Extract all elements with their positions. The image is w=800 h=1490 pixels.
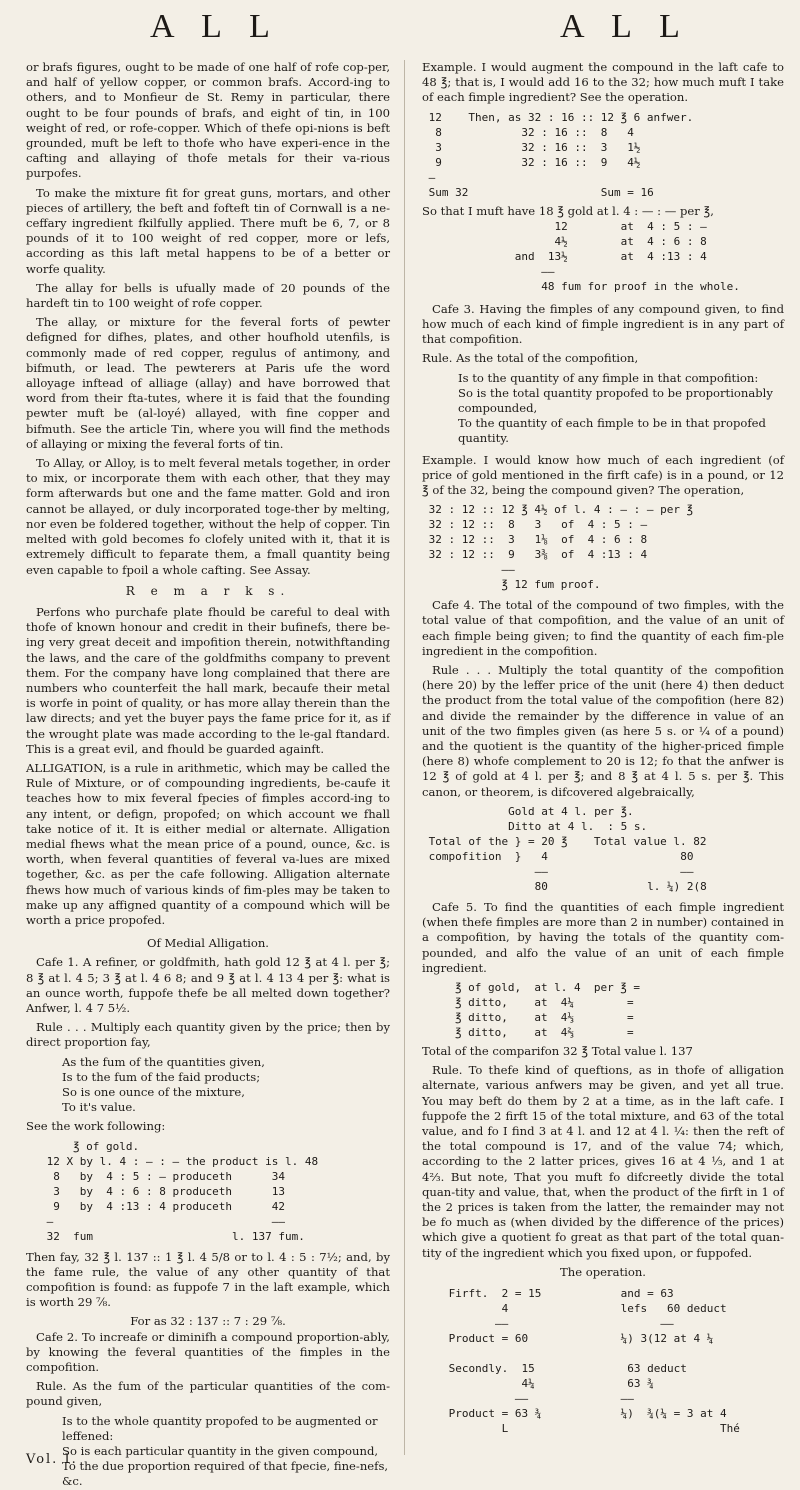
paragraph: The allay for bells is ufually made of 20 pounds of the hardeft tin to 100 weight of rofe copper. (26, 280, 390, 311)
volume-label: Vol. I. (26, 1452, 78, 1467)
example-1-table: 12 at 4 : 5 : — 4½ at 4 : 6 : 8 and 13½ at 4 :13 : 4 —— 48 fum for proof in the whole. (514, 219, 740, 293)
case-3: Cafe 3. Having the fimples of any compound given, to find how much of each kind of fimple ingredient is in any part of that compofition. (422, 301, 784, 347)
rule-line: To the due proportion required of that fpecie, fine-nefs, &c. (62, 1459, 389, 1489)
example-1-result: So that I muft have 18 ℥ gold at l. 4 : — : — per ℥, (422, 203, 714, 218)
example-5-work: ℥ of gold, at l. 4 per ℥ = ℥ ditto, at 4¼ = ℥ ditto, at 4⅓ = ℥ ditto, at 4⅔ = (455, 980, 641, 1039)
paragraph: The allay, or mixture for the feveral forts of pewter defigned for difhes, plates, and other houfhold utenfils, is commonly made of red copper, regulus of antimony, and bifmuth, or lead. The pewterers at Paris ufe the word alloyage inftead of alliage (allay) and have borrowed that word from their fta-tutes, where it is faid that the founding pewter muft be (al-loyé) allayed, with fine copper and bifmuth. See the article Tin, where you will find the methods of allaying or mixing the feveral forts of tin. (26, 315, 390, 451)
case-2: Cafe 2. To increafe or diminifh a compound proportion-ably, by knowing the feveral quantities of the fimples in the compofition. (26, 1329, 390, 1375)
rule-line: As the fum of the quantities given, (62, 1054, 265, 1069)
operation-table (442, 1286, 784, 1436)
paragraph: To make the mixture fit for great guns, mortars, and other pieces of artillery, the beft and fofteft tin of Cornwall is a ne-ceffary ingredient fkilfully applied. There muft be 6, 7, or 8 pounds of it to 100 weight of red copper, more or lefs, according as this laft metal happens to be of a better or worfe quality. (26, 185, 390, 276)
case-5: Cafe 5. To find the quantities of each fimple ingredient (when thefe fimples are more than 2 in number) contained in a compofition, by having the totals of the quantity com-pounded, and alfo the value of an unit of each fimple ingredient. (422, 899, 784, 975)
paragraph: Then fay, 32 ℥ l. 137 :: 1 ℥ l. 4 5/8 or to l. 4 : 5 : 7½; and, by the fame rule, the value of any other quantity of that compofition is found: as fuppofe 7 in the laft example, which is worth 29 ⅞. (26, 1249, 390, 1310)
header-left-word: A L L (150, 8, 280, 45)
proportion-line: For as 32 : 137 :: 7 : 29 ⅞. (130, 1314, 286, 1329)
rule-4: Rule . . . Multiply the total quantity of the compofition (here 20) by the leffer price of the unit (here 4) then deduct the product from the total value of the compofition (here 82) and divide the remainder by the difference in value of an unit of the two fimples given (as here 5 s. or ¼ of a pound) and the quotient is the quantity of the higher-priced fimple (here 8) whofe complement to 20 is 12; fo that the anfwer is 12 ℥ of gold at 4 l. per ℥; and 8 ℥ at 4 l. 5 s. per ℥. This canon, or theorem, is difcovered algebraically, (422, 663, 784, 799)
running-header (0, 4, 800, 58)
rule-line: To it's value. (62, 1100, 136, 1115)
operation-left: Firft. 2 = 15 4 —— Product = 60 Secondly. 15 4¼ —— Product = 63 ¾ L (448, 1286, 542, 1435)
example-2-work: 32 : 12 :: 12 ℥ 4½ of l. 4 : — : — per ℥ 32 : 12 :: 8 3 of 4 : 5 : — 32 : 12 :: 3 1⅛ of 4 : 6 : 8 32 : 12 :: 9 3⅜ of 4 :13 : 4 —— ℥ 12 fum proof. (428, 503, 693, 592)
medial-heading: Of Medial Alligation. (147, 936, 269, 951)
rule-5: Rule. To thefe kind of queftions, as in thofe of alligation alternate, various anfwers may be given, and yet all true. You may beft do them by 2 at a time, as in the laft cafe. I fuppofe the 2 firft 15 of the total mixture, and 63 of the total value, and fo I find 3 at 4 l. and 12 at 4 l. ¼: then the reft of the total compound is 17, and of the value 74; which, according to the 2 latter prices, gives 16 at 4 ⅓, and 1 at 4⅔. But note, That you muft fo difcreetly divide the total quan-tity and value, that, when the product of the firft in 1 of the 2 prices is taken from the latter, the remainder may not be fo much as (when divided by the difference of the prices) which give a quotient fo great as that part of the total quan-tity of the ingredient which you fixed upon, or fuppofed. (422, 1063, 784, 1260)
total-5: Total of the comparifon 32 ℥ Total value l. 137 (422, 1043, 693, 1058)
remarks-heading: R e m a r k s. (125, 583, 291, 598)
rule-2-lines (62, 1414, 390, 1490)
rule-line: To the quantity of each fimple to be in that propofed quantity. (458, 416, 766, 446)
example-4-work: Gold at 4 l. per ℥. Ditto at 4 l. : 5 s. Total of the } = 20 ℥ Total value l. 82 compofition } 4 80 —— —— 80 l. ¼) 2(8 (428, 804, 707, 893)
rule-3-lines (458, 371, 784, 447)
right-column (422, 60, 784, 1436)
rule-1: Rule . . . Multiply each quantity given by the price; then by direct proportion fay, (26, 1020, 390, 1050)
rule-line: So is one ounce of the mixture, (62, 1085, 245, 1099)
alligation-entry: ALLIGATION, is a rule in arithmetic, which may be called the Rule of Mixture, or of compounding ingredients, be-caufe it teaches how to mix feveral fpecies of fimples accord-ing to any intent, or defign, propofed; on which account we fhall take notice of it. It is either medial or alternate. Alligation medial fhews what the mean price of a pound, ounce, &c. is worth, when feveral quantities of feveral va-lues are mixed together, &c. as per the cafe following. Alligation alternate fhews how much of various kinds of fim-ples may be taken to make up any affigned quantity of a compound which will be worth a price propofed. (26, 760, 390, 927)
rule-line: Is to the fum of the faid products; (62, 1069, 261, 1084)
see-work: See the work following: (26, 1119, 166, 1134)
rule-2: Rule. As the fum of the particular quantities of the com-pound given, (26, 1379, 390, 1409)
paragraph: Perfons who purchafe plate fhould be careful to deal with thofe of known honour and credit in their bufinefs, there be-ing very great deceit and impofition therein, notwithftanding the laws, and the care of the goldfmiths company to prevent them. For the company have long complained that there are numbers who counterfeit the hall mark, becaufe their metal is worfe in point of quality, or has more allay therein than the law directs; and yet the buyer pays the fame price for it, as if the wrought plate was made according to the le-gal ftandard. This is a great evil, and fhould be guarded againft. (26, 604, 390, 756)
rule-3: Rule. As the total of the compofition, (422, 351, 639, 366)
left-column (26, 60, 390, 1490)
rule-line: Is to the quantity of any fimple in that compofition: (458, 370, 759, 385)
paragraph: To Allay, or Alloy, is to melt feveral metals together, in order to mix, or incorporate them with each other, that they may form afterwards but one and the fame matter. Gold and iron cannot be allayed, or duly incorporated toge-ther by melting, nor even be foldered together, without the help of copper. Tin melted with gold becomes fo clofely united with it, that it is extremely difficult to feparate them, a fmall quantity being even capable to fpoil a whole cafting. See Assay. (26, 456, 390, 577)
case-4: Cafe 4. The total of the compound of two fimples, with the total value of that compofition, and the value of an unit of each fimple being given; to find the quantity of each fim-ple ingredient in the compofition. (422, 598, 784, 658)
column-divider (404, 60, 405, 1455)
case-1: Cafe 1. A refiner, or goldfmith, hath gold 12 ℥ at 4 l. per ℥; 8 ℥ at l. 4 5; 3 ℥ at l. 4 6 8; and 9 ℥ at l. 4 13 4 per ℥: what is an ounce worth, fuppofe thefe be all melted down together? Anfwer, l. 4 7 5½. (26, 955, 390, 1015)
work-table: ℥ of gold. 12 X by l. 4 : — : — the product is l. 48 8 by 4 : 5 : — produceth 34 3 by 4 : 6 : 8 produceth 13 9 by 4 :13 : 4 produceth 42 — —— 32 fum l. 137 fum. (46, 1139, 319, 1243)
operation-heading: The operation. (560, 1264, 646, 1279)
paragraph: or brafs figures, ought to be made of one half of rofe cop-per, and half of yellow copper, or common brafs. Accord-ing to others, and to Monfieur de St. Remy in particular, there ought to be four pounds of brafs, and eight of tin, in 100 weight of red, or rofe-copper. Which of thefe opi-nions is beft grounded, muft be left to thofe who have experi-ence in the cafting and allaying of thofe metals for their va-rious purpofes. (26, 60, 390, 181)
rule-line: So is each particular quantity in the given compound, (62, 1444, 379, 1459)
rule-line: Is to the whole quantity propofed to be augmented or leffened: (62, 1413, 378, 1443)
operation-right: and = 63 lefs 60 deduct —— ¼) 3(12 at 4 ¼ 63 deduct 63 ¾ —— ¼) ¾(¼ = 3 at 4 Thé (620, 1286, 740, 1435)
example-1-work: 12 Then, as 32 : 16 :: 12 ℥ 6 anfwer. 8 32 : 16 :: 8 4 3 32 : 16 :: 3 1½ 9 32 : 16 :: 9 4½ — Sum 32 Sum = 16 (428, 110, 694, 199)
example-2: Example. I would know how much of each ingredient (of price of gold mentioned in the firft cafe) is in a pound, or 12 ℥ of the 32, being the compound given? The operation, (422, 452, 784, 498)
header-right-word: A L L (560, 8, 690, 45)
example-1: Example. I would augment the compound in the laft cafe to 48 ℥; that is, I would add 16 to the 32; how much muft I take of each fimple ingredient? See the operation. (422, 60, 784, 105)
rule-line: So is the total quantity propofed to be proportionably compounded, (458, 385, 773, 416)
rule-1-lines (62, 1055, 390, 1116)
